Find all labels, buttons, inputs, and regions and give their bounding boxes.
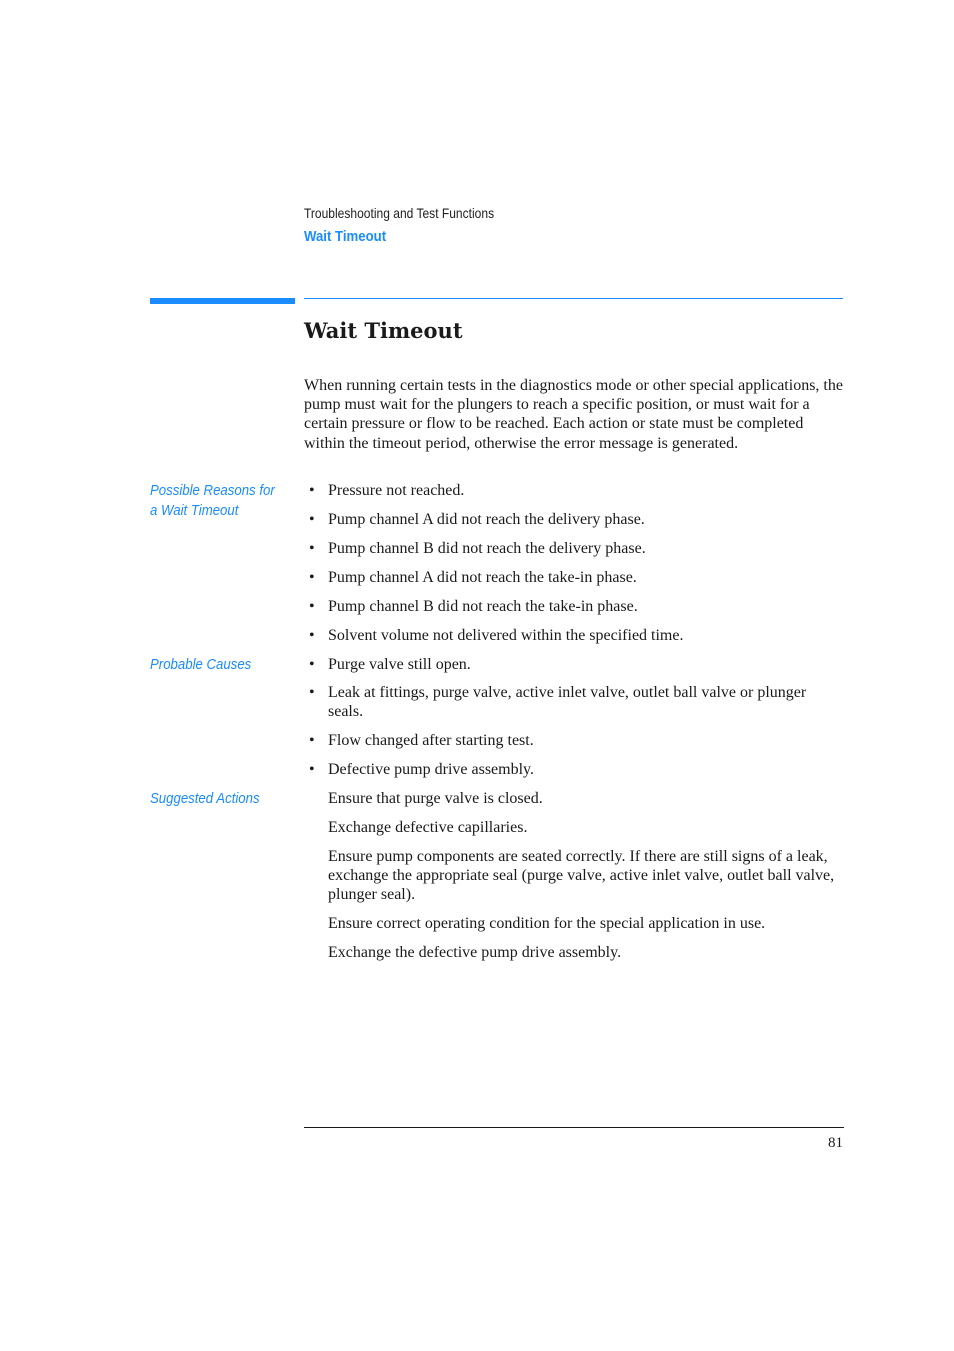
footer-rule: [304, 1127, 844, 1128]
running-header-section: Wait Timeout: [304, 228, 387, 245]
page-number: 81: [828, 1135, 843, 1151]
bullet-marker: •: [309, 569, 315, 586]
bullet-marker: •: [309, 511, 315, 528]
reason-item: Pump channel A did not reach the take-in phase.: [328, 569, 637, 586]
action-item: Ensure that purge valve is closed.: [328, 790, 543, 807]
bullet-marker: •: [309, 540, 315, 557]
side-label-probable-causes: Probable Causes: [150, 656, 252, 673]
side-label-suggested-actions: Suggested Actions: [150, 790, 260, 807]
action-item: Exchange defective capillaries.: [328, 819, 528, 836]
bullet-marker: •: [309, 761, 315, 778]
cause-item: Defective pump drive assembly.: [328, 761, 535, 778]
bullet-marker: •: [309, 732, 315, 749]
bullet-marker: •: [309, 684, 315, 701]
intro-paragraph: When running certain tests in the diagnostics mode or other special applications, the pump must wait for the plungers to reach a specific position, or must wait for a certain pressure or flow to be reached. Each action or state must be completed within the timeout period, otherwise the error message is generated.: [304, 377, 843, 452]
cause-item: Purge valve still open.: [328, 656, 471, 673]
section-top-rule: [304, 298, 843, 299]
bullet-marker: •: [309, 627, 315, 644]
section-accent-bar: [150, 298, 295, 304]
action-item: Ensure correct operating condition for the special application in use.: [328, 915, 766, 932]
bullet-marker: •: [309, 598, 315, 615]
reason-item: Pump channel B did not reach the delivery phase.: [328, 540, 646, 557]
reason-item: Pump channel B did not reach the take-in phase.: [328, 598, 638, 615]
action-item: Exchange the defective pump drive assembly.: [328, 944, 622, 961]
bullet-marker: •: [309, 482, 315, 499]
reason-item: Pump channel A did not reach the delivery phase.: [328, 511, 645, 528]
side-label-possible-reasons: Possible Reasons for a Wait Timeout: [150, 482, 275, 519]
reason-item: Pressure not reached.: [328, 482, 465, 499]
bullet-marker: •: [309, 656, 315, 673]
running-header-chapter: Troubleshooting and Test Functions: [304, 205, 495, 221]
action-item: Ensure pump components are seated correctly. If there are still signs of a leak, exchange the appropriate seal (purge valve, active inlet valve, outlet ball valve, plunger seal).: [328, 848, 835, 904]
cause-item: Leak at fittings, purge valve, active inlet valve, outlet ball valve or plunger seals.: [328, 684, 807, 721]
reason-item: Solvent volume not delivered within the specified time.: [328, 627, 684, 644]
page-title: Wait Timeout: [304, 318, 463, 343]
cause-item: Flow changed after starting test.: [328, 732, 534, 749]
